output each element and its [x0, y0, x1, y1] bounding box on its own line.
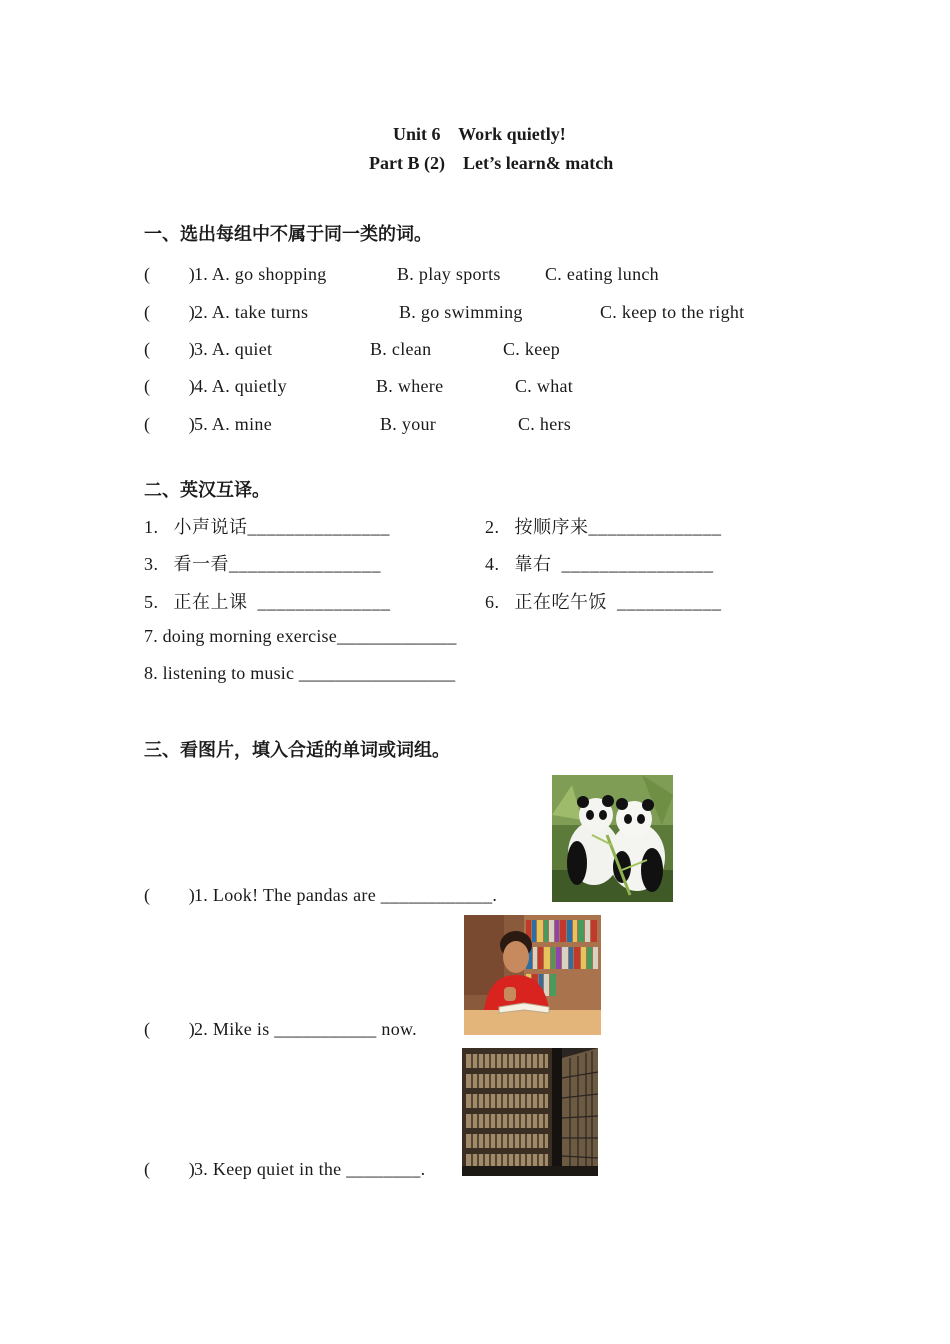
option-c: C. keep [503, 339, 561, 359]
picture-question-3[interactable]: 3. Keep quiet in the ________. [194, 1159, 426, 1179]
panda-picture [552, 775, 673, 902]
answer-bracket[interactable]: ( ) [144, 302, 195, 322]
option-c: C. keep to the right [600, 302, 745, 322]
option-b: B. go swimming [399, 302, 523, 322]
option-c: C. what [515, 376, 574, 396]
translation-item[interactable]: 1. 小声说话_______________ [144, 517, 390, 537]
picture-question-2[interactable]: 2. Mike is ___________ now. [194, 1019, 417, 1039]
answer-bracket[interactable]: ( ) [144, 376, 195, 396]
library-picture [462, 1048, 598, 1176]
page-subtitle: Part B (2) Let’s learn& match [369, 153, 614, 173]
translation-item[interactable]: 8. listening to music _________________ [144, 663, 456, 683]
option-a: 4. A. quietly [194, 376, 287, 396]
option-b: B. clean [370, 339, 432, 359]
option-c: C. eating lunch [545, 264, 659, 284]
translation-item[interactable]: 4. 靠右 ________________ [485, 554, 714, 574]
answer-bracket[interactable]: ( ) [144, 885, 195, 905]
option-a: 5. A. mine [194, 414, 272, 434]
translation-item[interactable]: 7. doing morning exercise_____________ [144, 626, 457, 646]
section3-heading: 三、看图片，填入合适的单词或词组。 [144, 740, 450, 761]
answer-bracket[interactable]: ( ) [144, 339, 195, 359]
option-b: B. play sports [397, 264, 501, 284]
section1-heading: 一、选出每组中不属于同一类的词。 [144, 224, 432, 245]
page-title: Unit 6 Work quietly! [393, 124, 566, 144]
translation-item[interactable]: 6. 正在吃午饭 ___________ [485, 592, 722, 612]
reading-boy-picture [464, 915, 601, 1035]
answer-bracket[interactable]: ( ) [144, 414, 195, 434]
translation-item[interactable]: 2. 按顺序来______________ [485, 517, 722, 537]
option-a: 3. A. quiet [194, 339, 273, 359]
option-a: 2. A. take turns [194, 302, 309, 322]
answer-bracket[interactable]: ( ) [144, 264, 195, 284]
option-c: C. hers [518, 414, 572, 434]
section2-heading: 二、英汉互译。 [144, 480, 270, 501]
translation-item[interactable]: 5. 正在上课 ______________ [144, 592, 391, 612]
translation-item[interactable]: 3. 看一看________________ [144, 554, 381, 574]
option-b: B. your [380, 414, 437, 434]
answer-bracket[interactable]: ( ) [144, 1159, 195, 1179]
option-a: 1. A. go shopping [194, 264, 327, 284]
option-b: B. where [376, 376, 444, 396]
picture-question-1[interactable]: 1. Look! The pandas are ____________. [194, 885, 498, 905]
answer-bracket[interactable]: ( ) [144, 1019, 195, 1039]
